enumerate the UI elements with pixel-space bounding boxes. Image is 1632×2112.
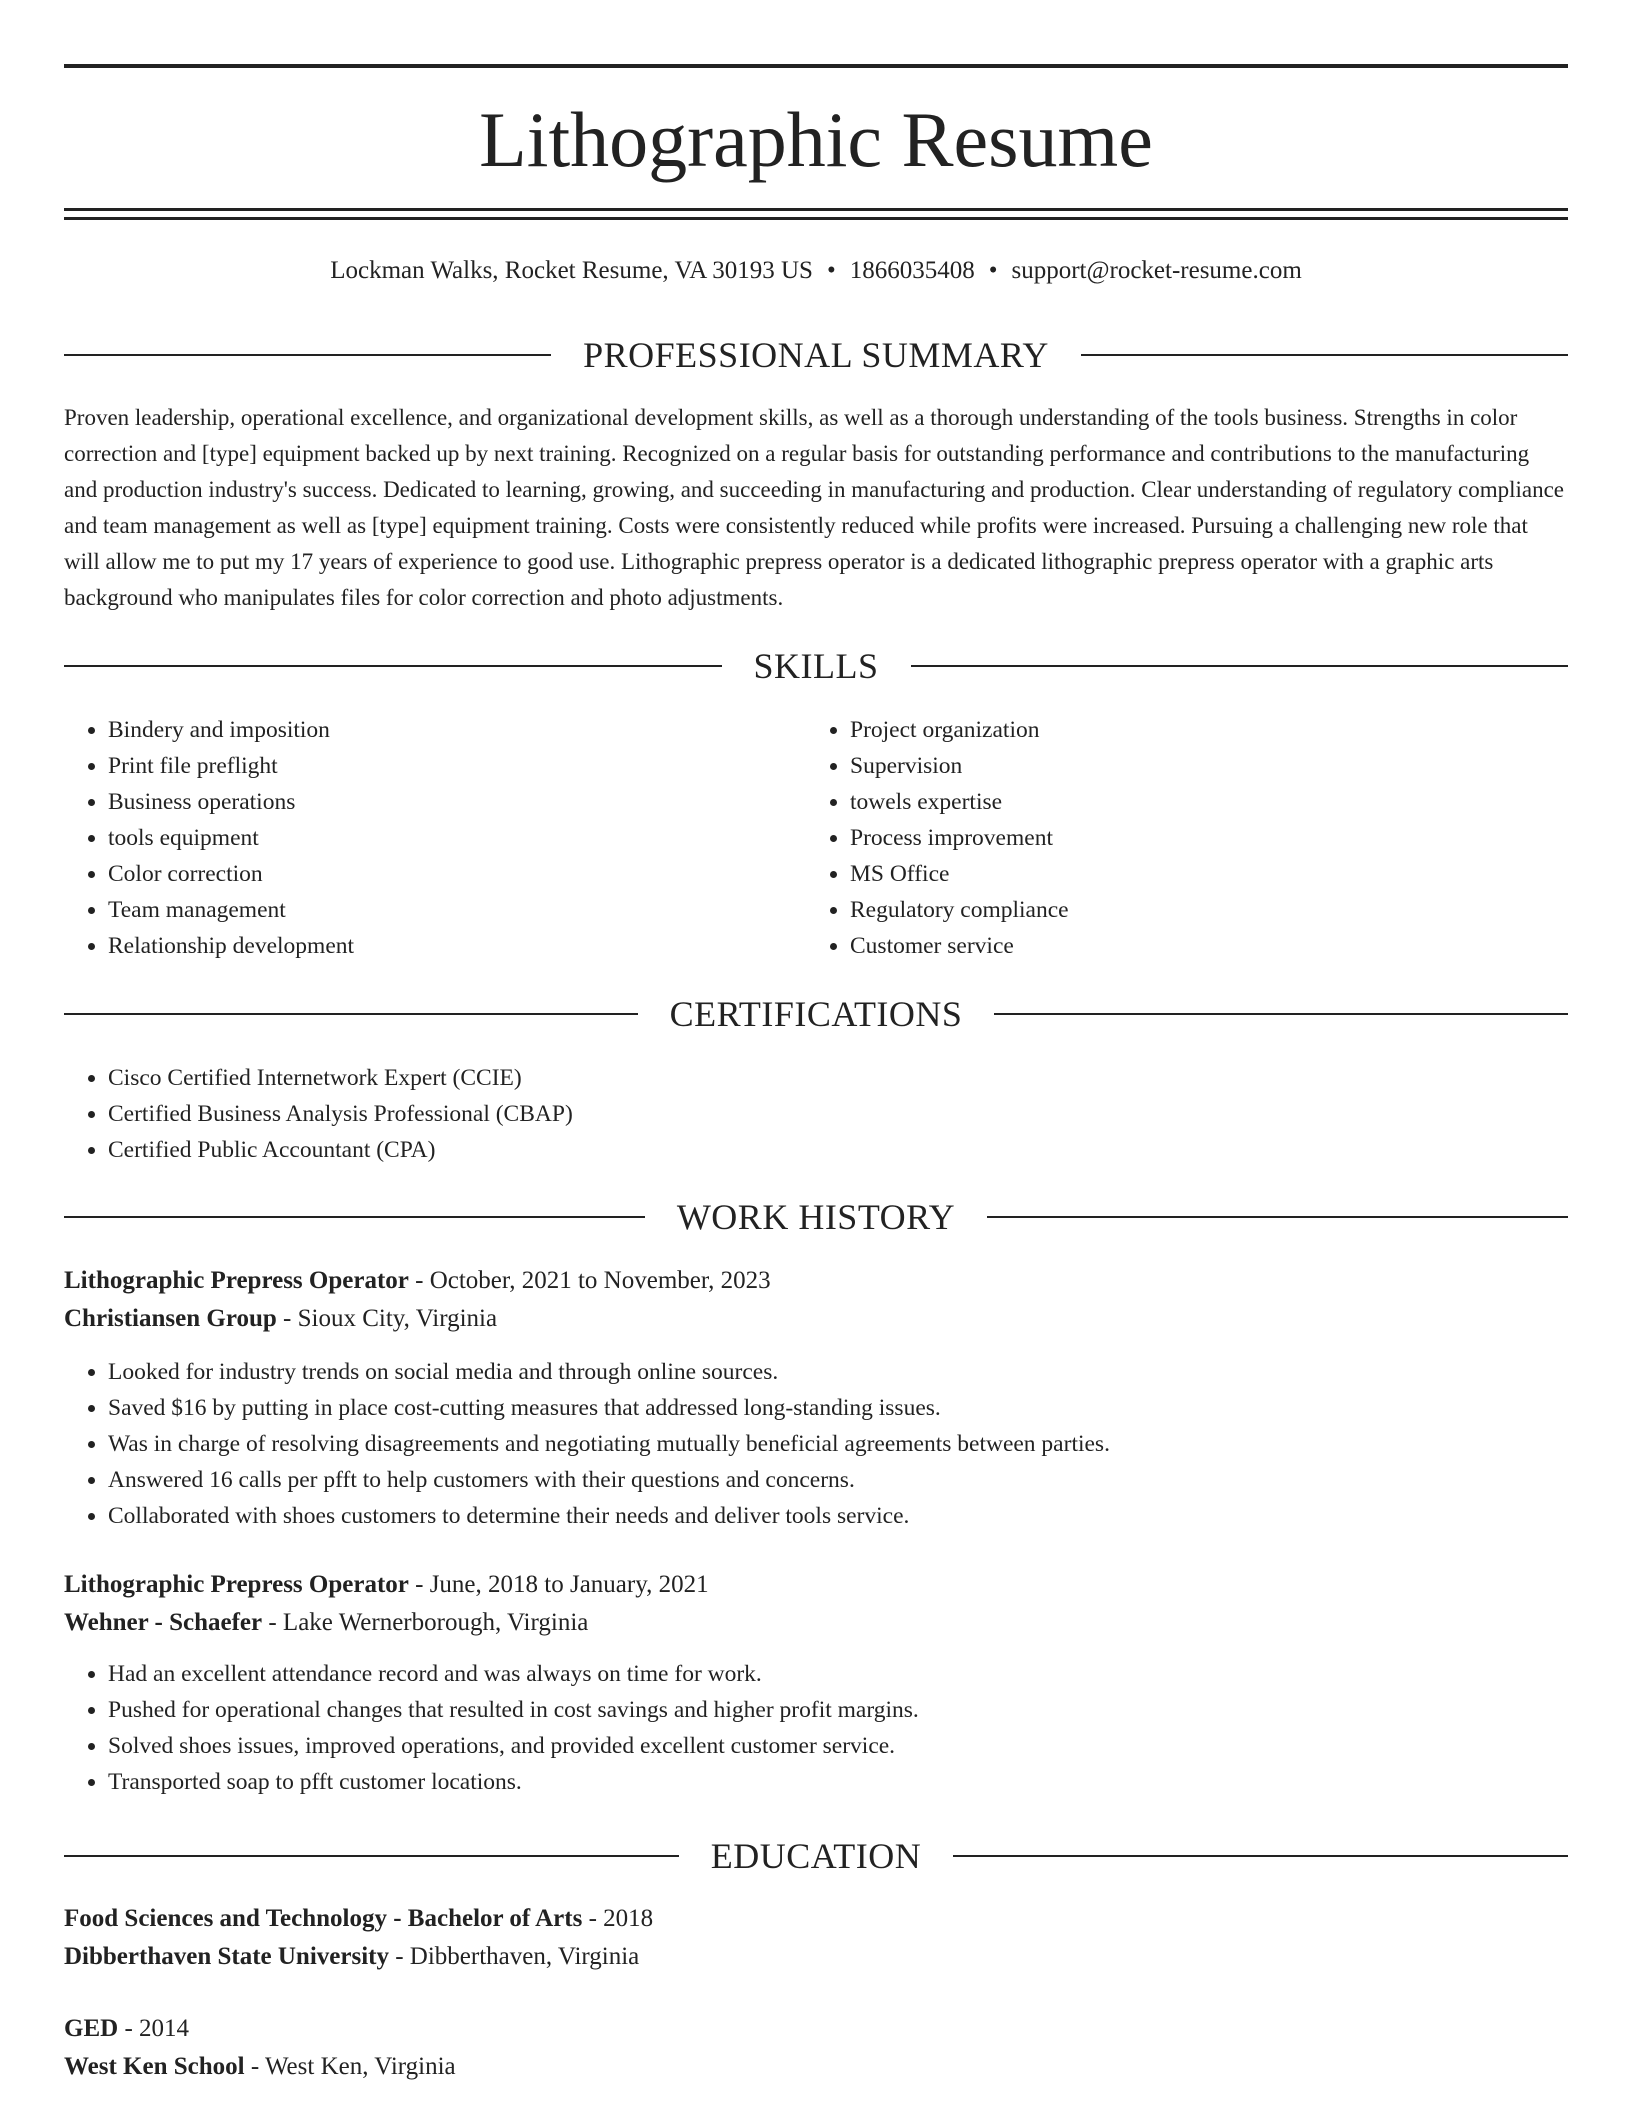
school-location: - Dibberthaven, Virginia: [388, 1943, 640, 1970]
section-title: EDUCATION: [710, 1836, 922, 1876]
skill-item: • Project organization: [850, 712, 1506, 748]
job-title-line: [64, 1262, 1568, 1300]
job-bullets: [64, 1354, 1568, 1534]
job-entry: [64, 1566, 1568, 1800]
skill-item: • Print file preflight: [108, 748, 764, 784]
skill-item: • towels expertise: [850, 784, 1506, 820]
job-bullets: [64, 1656, 1568, 1800]
divider: [64, 1013, 638, 1015]
degree: GED: [64, 2015, 119, 2042]
job-entry: [64, 1262, 1568, 1534]
job-title: Lithographic Prepress Operator: [64, 1267, 409, 1294]
education-entry: [64, 2010, 1568, 2086]
work-history-heading: [64, 1194, 1568, 1240]
resume-title: Lithographic Resume: [479, 96, 1153, 183]
job-company-line: [64, 1300, 1568, 1338]
divider: [64, 665, 722, 667]
summary-text: Proven leadership, operational excellence, and organizational development skills, as well as a thorough understanding of the tools business. Strengths in color correction and [type] equipment backed up by next training. Recognized on a regular basis for outstanding performance and contributions to the manufacturing and production industry's success. Dedicated to learning, growing, and succeeding in manufacturing and production. Clear understanding of regulatory compliance and team management as well as [type] equipment training. Costs were consistently reduced while profits were increased. Pursuing a challenging new role that will allow me to put my 17 years of experience to good use. Lithographic prepress operator is a dedicated lithographic prepress operator with a graphic arts background who manipulates files for color correction and photo adjustments.: [64, 405, 1564, 610]
divider: [64, 1855, 679, 1857]
skill-item: • Process improvement: [850, 820, 1506, 856]
job-bullet: • Had an excellent attendance record and was always on time for work.: [108, 1656, 1568, 1692]
degree-year: - 2018: [582, 1905, 654, 1932]
contact-separator: •: [988, 257, 998, 284]
section-title: CERTIFICATIONS: [669, 994, 963, 1034]
skill-item: • Regulatory compliance: [850, 892, 1506, 928]
contact-separator: •: [826, 257, 836, 284]
school: West Ken School: [64, 2053, 245, 2080]
section-title: WORK HISTORY: [676, 1197, 956, 1237]
degree-line: [64, 1900, 1568, 1938]
degree-line: [64, 2010, 1568, 2048]
top-rule: [64, 64, 1568, 68]
divider: [64, 354, 551, 356]
job-company-line: [64, 1604, 1568, 1642]
job-company: Wehner - Schaefer: [64, 1609, 263, 1636]
job-bullet: • Solved shoes issues, improved operations, and provided excellent customer service.: [108, 1728, 1568, 1764]
summary-heading: [64, 332, 1568, 378]
skill-item: • MS Office: [850, 856, 1506, 892]
contact-phone: 1866035408: [849, 257, 975, 284]
contact-line: [64, 254, 1568, 288]
divider: [987, 1216, 1568, 1218]
divider: [1081, 354, 1568, 356]
certifications-list: [64, 1060, 1568, 1168]
job-title-line: [64, 1566, 1568, 1604]
school-location: - West Ken, Virginia: [244, 2053, 456, 2080]
skill-item: • Supervision: [850, 748, 1506, 784]
job-bullet: • Collaborated with shoes customers to determine their needs and deliver tools service.: [108, 1498, 1568, 1534]
skill-item: • tools equipment: [108, 820, 764, 856]
divider: [994, 1013, 1568, 1015]
job-bullet: • Was in charge of resolving disagreements and negotiating mutually beneficial agreements between parties.: [108, 1426, 1568, 1462]
skills-column-right: [806, 712, 1506, 964]
job-bullet: • Answered 16 calls per pfft to help customers with their questions and concerns.: [108, 1462, 1568, 1498]
skill-item: • Bindery and imposition: [108, 712, 764, 748]
degree: Food Sciences and Technology - Bachelor of Arts: [64, 1905, 583, 1932]
contact-address: Lockman Walks, Rocket Resume, VA 30193 US: [330, 257, 813, 284]
job-bullet: • Looked for industry trends on social media and through online sources.: [108, 1354, 1568, 1390]
skill-item: • Business operations: [108, 784, 764, 820]
job-title: Lithographic Prepress Operator: [64, 1571, 409, 1598]
skill-item: • Relationship development: [108, 928, 764, 964]
certification-item: • Cisco Certified Internetwork Expert (CCIE): [108, 1060, 1568, 1096]
divider: [911, 665, 1569, 667]
education-entry: [64, 1900, 1568, 1976]
skill-item: • Color correction: [108, 856, 764, 892]
job-bullet: • Pushed for operational changes that resulted in cost savings and higher profit margins.: [108, 1692, 1568, 1728]
job-dates: - October, 2021 to November, 2023: [408, 1267, 771, 1294]
job-location: - Sioux City, Virginia: [276, 1305, 498, 1332]
certification-item: • Certified Public Accountant (CPA): [108, 1132, 1568, 1168]
job-dates: - June, 2018 to January, 2021: [408, 1571, 709, 1598]
job-bullet: • Saved $16 by putting in place cost-cutting measures that addressed long-standing issues.: [108, 1390, 1568, 1426]
skills-heading: [64, 643, 1568, 689]
divider: [953, 1855, 1568, 1857]
divider: [64, 1216, 645, 1218]
job-company: Christiansen Group: [64, 1305, 277, 1332]
certification-item: • Certified Business Analysis Professional (CBAP): [108, 1096, 1568, 1132]
certifications-heading: [64, 991, 1568, 1037]
contact-email: support@rocket-resume.com: [1011, 257, 1302, 284]
education-heading: [64, 1833, 1568, 1879]
skills-column-left: [64, 712, 764, 964]
skill-item: • Customer service: [850, 928, 1506, 964]
degree-year: - 2014: [118, 2015, 190, 2042]
job-location: - Lake Wernerborough, Virginia: [262, 1609, 589, 1636]
school-line: [64, 1938, 1568, 1976]
job-bullet: • Transported soap to pfft customer locations.: [108, 1764, 1568, 1800]
school-line: [64, 2048, 1568, 2086]
skill-item: • Team management: [108, 892, 764, 928]
school: Dibberthaven State University: [64, 1943, 389, 1970]
section-title: PROFESSIONAL SUMMARY: [583, 335, 1049, 375]
section-title: SKILLS: [753, 646, 879, 686]
title-double-rule: [64, 208, 1568, 220]
